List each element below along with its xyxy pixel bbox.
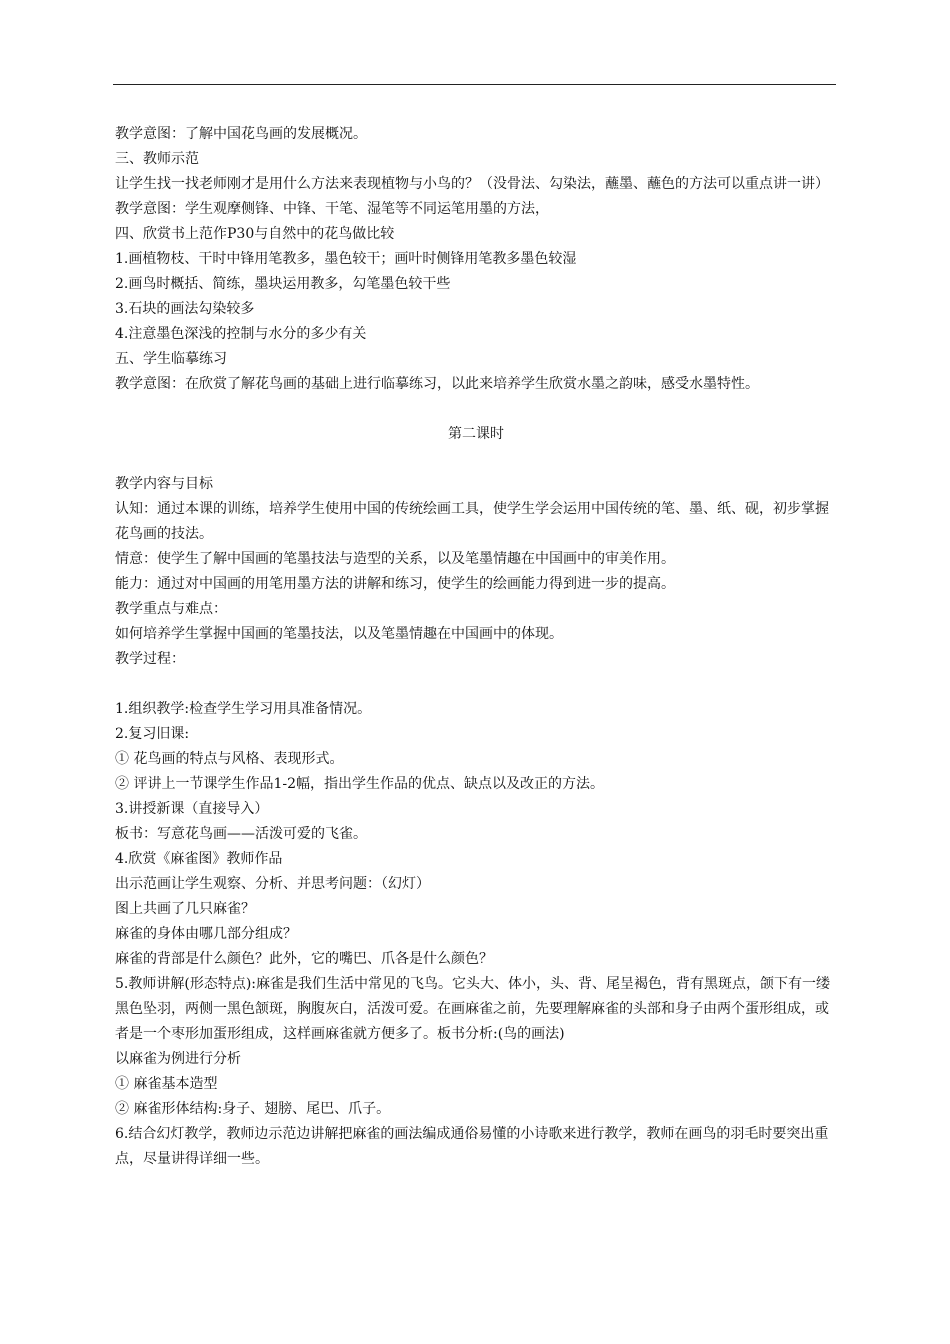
section-part3 <box>115 697 837 1172</box>
paragraph-line: 5.教师讲解(形态特点):麻雀是我们生活中常见的飞鸟。它头大、体小，头、背、尾呈褐色，背有黑斑点，颌下有一缕黑色坠羽，两侧一黑色颔斑，胸腹灰白，活泼可爱。在画麻雀之前，先要理解麻雀的头部和身子由两个蛋形组成，或者是一个枣形加蛋形组成，这样画麻雀就方便多了。板书分析:(鸟的画法) <box>115 976 830 1042</box>
paragraph-line: 教学意图：学生观摩侧锋、中锋、干笔、湿笔等不同运笔用墨的方法， <box>115 201 549 217</box>
paragraph-line: 教学内容与目标 <box>115 476 213 492</box>
document-body <box>115 122 837 1172</box>
paragraph-line: 出示范画让学生观察、分析、并思考问题：（幻灯） <box>115 876 430 892</box>
paragraph-line: ② 麻雀形体结构:身子、翅膀、尾巴、爪子。 <box>115 1101 391 1117</box>
section-part1 <box>115 122 837 397</box>
paragraph-line: 如何培养学生掌握中国画的笔墨技法，以及笔墨情趣在中国画中的体现。 <box>115 626 563 642</box>
paragraph-line: 6.结合幻灯教学，教师边示范边讲解把麻雀的画法编成通俗易懂的小诗歌来进行教学，教师在画鸟的羽毛时要突出重点，尽量讲得详细一些。 <box>115 1126 829 1167</box>
paragraph-line: 4.欣赏《麻雀图》教师作品 <box>115 851 283 867</box>
spacer <box>115 397 837 410</box>
section-part2 <box>115 472 837 672</box>
section-title: 第二课时 <box>448 426 504 442</box>
paragraph-line: 三、教师示范 <box>115 151 199 167</box>
paragraph-line: 四、欣赏书上范作P30与自然中的花鸟做比较 <box>115 226 395 242</box>
paragraph-line: 2.画鸟时概括、简练，墨块运用教多，勾笔墨色较干些 <box>115 276 451 292</box>
paragraph-line: 教学意图：了解中国花鸟画的发展概况。 <box>115 126 367 142</box>
paragraph-line: 2.复习旧课: <box>115 726 190 742</box>
paragraph-line: 教学意图：在欣赏了解花鸟画的基础上进行临摹练习，以此来培养学生欣赏水墨之韵味，感受水墨特性。 <box>115 376 759 392</box>
paragraph-line: 4.注意墨色深浅的控制与水分的多少有关 <box>115 326 367 342</box>
paragraph-line: 情意：使学生了解中国画的笔墨技法与造型的关系，以及笔墨情趣在中国画中的审美作用。 <box>115 551 675 567</box>
paragraph-line: 能力：通过对中国画的用笔用墨方法的讲解和练习，使学生的绘画能力得到进一步的提高。 <box>115 576 675 592</box>
paragraph-line: ① 麻雀基本造型 <box>115 1076 218 1092</box>
paragraph-line: 麻雀的背部是什么颜色？此外，它的嘴巴、爪各是什么颜色？ <box>115 951 493 967</box>
paragraph-line: 认知：通过本课的训练，培养学生使用中国的传统绘画工具，使学生学会运用中国传统的笔、墨、纸、砚，初步掌握花鸟画的技法。 <box>115 501 829 542</box>
paragraph-line: 教学重点与难点： <box>115 601 227 617</box>
paragraph-line: 五、学生临摹练习 <box>115 351 227 367</box>
paragraph-line: 麻雀的身体由哪几部分组成？ <box>115 926 297 942</box>
paragraph-line: 板书：写意花鸟画——活泼可爱的飞雀。 <box>115 826 367 842</box>
paragraph-line: 1.画植物枝、干时中锋用笔教多，墨色较干；画叶时侧锋用笔教多墨色较湿 <box>115 251 577 267</box>
spacer <box>115 447 837 460</box>
paragraph-line: 教学过程： <box>115 651 185 667</box>
paragraph-line: ② 评讲上一节课学生作品1-2幅，指出学生作品的优点、缺点以及改正的方法。 <box>115 776 604 792</box>
paragraph-line: 3.石块的画法勾染较多 <box>115 301 255 317</box>
paragraph-line: 以麻雀为例进行分析 <box>115 1051 241 1067</box>
paragraph-line: 3.讲授新课（直接导入） <box>115 801 269 817</box>
header-rule <box>113 84 836 85</box>
paragraph-line: 让学生找一找老师刚才是用什么方法来表现植物与小鸟的？（没骨法、勾染法，蘸墨、蘸色的方法可以重点讲一讲） <box>115 176 829 192</box>
paragraph-line: 1.组织教学:检查学生学习用具准备情况。 <box>115 701 372 717</box>
paragraph-line: ① 花鸟画的特点与风格、表现形式。 <box>115 751 344 767</box>
spacer <box>115 672 837 697</box>
paragraph-line: 图上共画了几只麻雀？ <box>115 901 255 917</box>
